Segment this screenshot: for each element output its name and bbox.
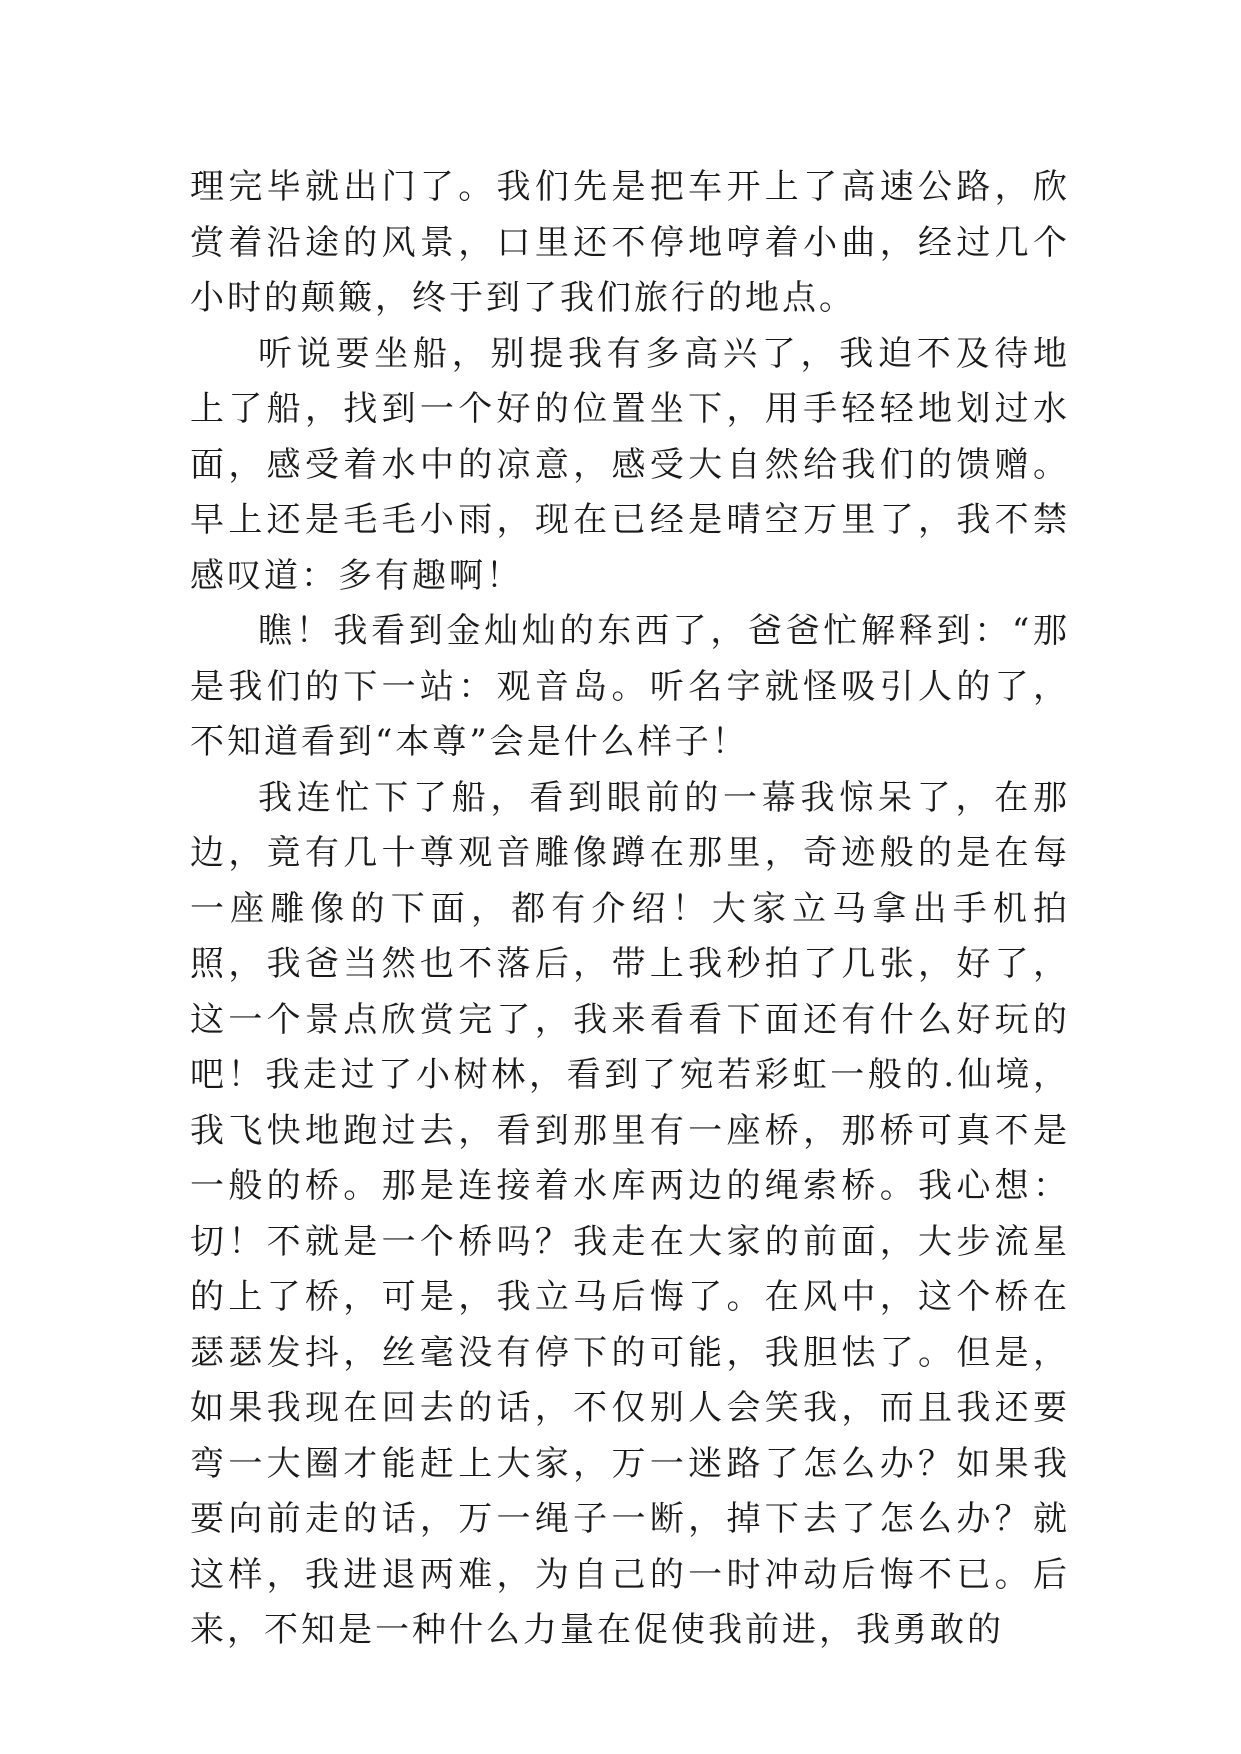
article-body — [190, 160, 1070, 1659]
paragraph-4: 我连忙下了船，看到眼前的一幕我惊呆了，在那边，竟有几十尊观音雕像蹲在那里，奇迹般的是在每一座雕像的下面，都有介绍！大家立马拿出手机拍照，我爸当然也不落后，带上我秒拍了几张，好了，这一个景点欣赏完了，我来看看下面还有什么好玩的吧！我走过了小树林，看到了宛若彩虹一般的.仙境，我飞快地跑过去，看到那里有一座桥，那桥可真不是一般的桥。那是连接着水库两边的绳索桥。我心想：切！不就是一个桥吗？我走在大家的前面，大步流星的上了桥，可是，我立马后悔了。在风中，这个桥在瑟瑟发抖，丝毫没有停下的可能，我胆怯了。但是，如果我现在回去的话，不仅别人会笑我，而且我还要弯一大圈才能赶上大家，万一迷路了怎么办？如果我要向前走的话，万一绳子一断，掉下去了怎么办？就这样，我进退两难，为自己的一时冲动后悔不已。后来，不知是一种什么力量在促使我前进，我勇敢的 — [190, 777, 1070, 1650]
paragraph-1: 理完毕就出门了。我们先是把车开上了高速公路，欣赏着沿途的风景，口里还不停地哼着小曲，经过几个小时的颠簸，终于到了我们旅行的地点。 — [190, 167, 1070, 318]
paragraph-2: 听说要坐船，别提我有多高兴了，我迫不及待地上了船，找到一个好的位置坐下，用手轻轻地划过水面，感受着水中的凉意，感受大自然给我们的馈赠。早上还是毛毛小雨，现在已经是晴空万里了，我不禁感叹道：多有趣啊！ — [190, 333, 1070, 596]
paragraph-3: 瞧！我看到金灿灿的东西了，爸爸忙解释到：“那是我们的下一站：观音岛。听名字就怪吸引人的了，不知道看到“本尊”会是什么样子！ — [190, 611, 1070, 762]
